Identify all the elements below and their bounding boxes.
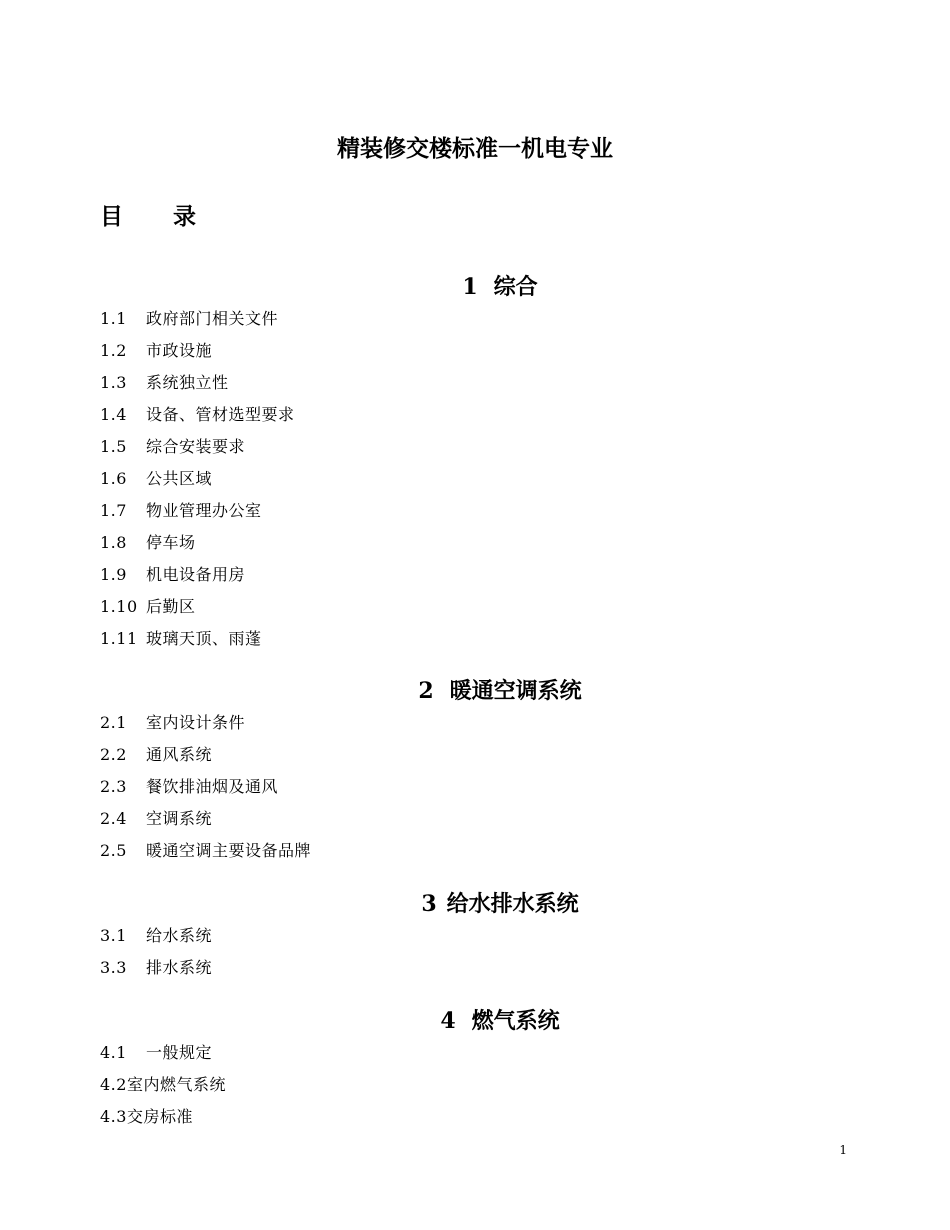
toc-item-list: [100, 707, 850, 867]
toc-item[interactable]: [100, 1069, 850, 1101]
toc-item-number: 2.3: [100, 777, 127, 796]
toc-item[interactable]: [100, 463, 850, 495]
toc-heading-second-char: 录: [173, 204, 196, 230]
toc-item-number: 3.3: [100, 958, 127, 977]
toc-item-label: 室内设计条件: [146, 713, 246, 732]
toc-item-label: 一般规定: [146, 1043, 213, 1062]
toc-item-number: 1.8: [100, 533, 127, 552]
toc-item[interactable]: [100, 771, 850, 803]
toc-item-label: 停车场: [146, 533, 196, 552]
toc-item-label: 暖通空调主要设备品牌: [146, 841, 312, 860]
toc-item-number: 1.9: [100, 565, 127, 584]
toc-item[interactable]: [100, 835, 850, 867]
section-heading: [100, 271, 850, 303]
section-number: 4: [440, 1008, 456, 1034]
toc-heading: [100, 201, 196, 233]
toc-item-number: 1.4: [100, 405, 127, 424]
toc-item-number: 1.5: [100, 437, 127, 456]
toc-item-label: 玻璃天顶、雨蓬: [146, 629, 262, 648]
toc-item[interactable]: [100, 1037, 850, 1069]
toc-item[interactable]: [100, 739, 850, 771]
toc-item[interactable]: [100, 303, 850, 335]
document-title: 精装修交楼标准一机电专业: [337, 136, 613, 162]
toc-item[interactable]: [100, 1101, 850, 1133]
toc-item-number: 1.3: [100, 373, 127, 392]
toc-item[interactable]: [100, 623, 850, 655]
toc-item-list: [100, 1037, 850, 1133]
toc-item[interactable]: [100, 495, 850, 527]
toc-item-label: 公共区域: [146, 469, 213, 488]
toc-item-label: 室内燃气系统: [126, 1075, 226, 1094]
toc-item-number: 1.11: [100, 629, 138, 648]
section-heading: [100, 1005, 850, 1037]
toc-item-number: 4.3: [100, 1107, 127, 1126]
toc-item-number: 3.1: [100, 926, 127, 945]
toc-item[interactable]: [100, 920, 850, 952]
section-title: 燃气系统: [471, 1008, 560, 1034]
toc-heading-first-char: 目: [100, 204, 123, 230]
section-number: 3: [421, 891, 437, 917]
toc-item[interactable]: [100, 335, 850, 367]
toc-item[interactable]: [100, 591, 850, 623]
section-title: 综合: [493, 274, 538, 300]
toc-item-list: [100, 303, 850, 655]
section-number: 1: [462, 274, 478, 300]
toc-item-number: 2.4: [100, 809, 127, 828]
section-heading: [100, 888, 850, 920]
page-number: 1: [839, 1143, 847, 1157]
toc-item-number: 2.1: [100, 713, 127, 732]
toc-item-label: 交房标准: [126, 1107, 193, 1126]
section-title: 给水排水系统: [446, 891, 579, 917]
toc-item-number: 1.1: [100, 309, 127, 328]
toc-item-number: 4.1: [100, 1043, 127, 1062]
toc-item-label: 市政设施: [146, 341, 213, 360]
toc-section-1: [100, 271, 850, 655]
toc-item[interactable]: [100, 803, 850, 835]
toc-item[interactable]: [100, 367, 850, 399]
toc-item-label: 排水系统: [146, 958, 213, 977]
toc-item-label: 后勤区: [146, 597, 196, 616]
toc-item-number: 4.2: [100, 1075, 127, 1094]
toc-item[interactable]: [100, 431, 850, 463]
toc-item[interactable]: [100, 707, 850, 739]
section-number: 2: [418, 678, 434, 704]
toc-item-number: 2.5: [100, 841, 127, 860]
toc-section-2: [100, 675, 850, 867]
toc-item-number: 1.6: [100, 469, 127, 488]
toc-section-4: [100, 1005, 850, 1133]
section-title: 暖通空调系统: [449, 678, 582, 704]
toc-item[interactable]: [100, 399, 850, 431]
toc-item[interactable]: [100, 952, 850, 984]
toc-item-label: 综合安装要求: [146, 437, 246, 456]
toc-item-label: 物业管理办公室: [146, 501, 262, 520]
toc-item-number: 1.10: [100, 597, 138, 616]
toc-item-number: 2.2: [100, 745, 127, 764]
toc-item-label: 系统独立性: [146, 373, 229, 392]
toc-item-number: 1.7: [100, 501, 127, 520]
toc-section-3: [100, 888, 850, 984]
toc-item-list: [100, 920, 850, 984]
toc-item-label: 机电设备用房: [146, 565, 246, 584]
section-heading: [100, 675, 850, 707]
toc-item[interactable]: [100, 559, 850, 591]
toc-item[interactable]: [100, 527, 850, 559]
toc-item-label: 给水系统: [146, 926, 213, 945]
toc-item-number: 1.2: [100, 341, 127, 360]
toc-item-label: 政府部门相关文件: [146, 309, 279, 328]
toc-item-label: 设备、管材选型要求: [146, 405, 295, 424]
toc-item-label: 通风系统: [146, 745, 213, 764]
toc-item-label: 空调系统: [146, 809, 213, 828]
toc-item-label: 餐饮排油烟及通风: [146, 777, 279, 796]
